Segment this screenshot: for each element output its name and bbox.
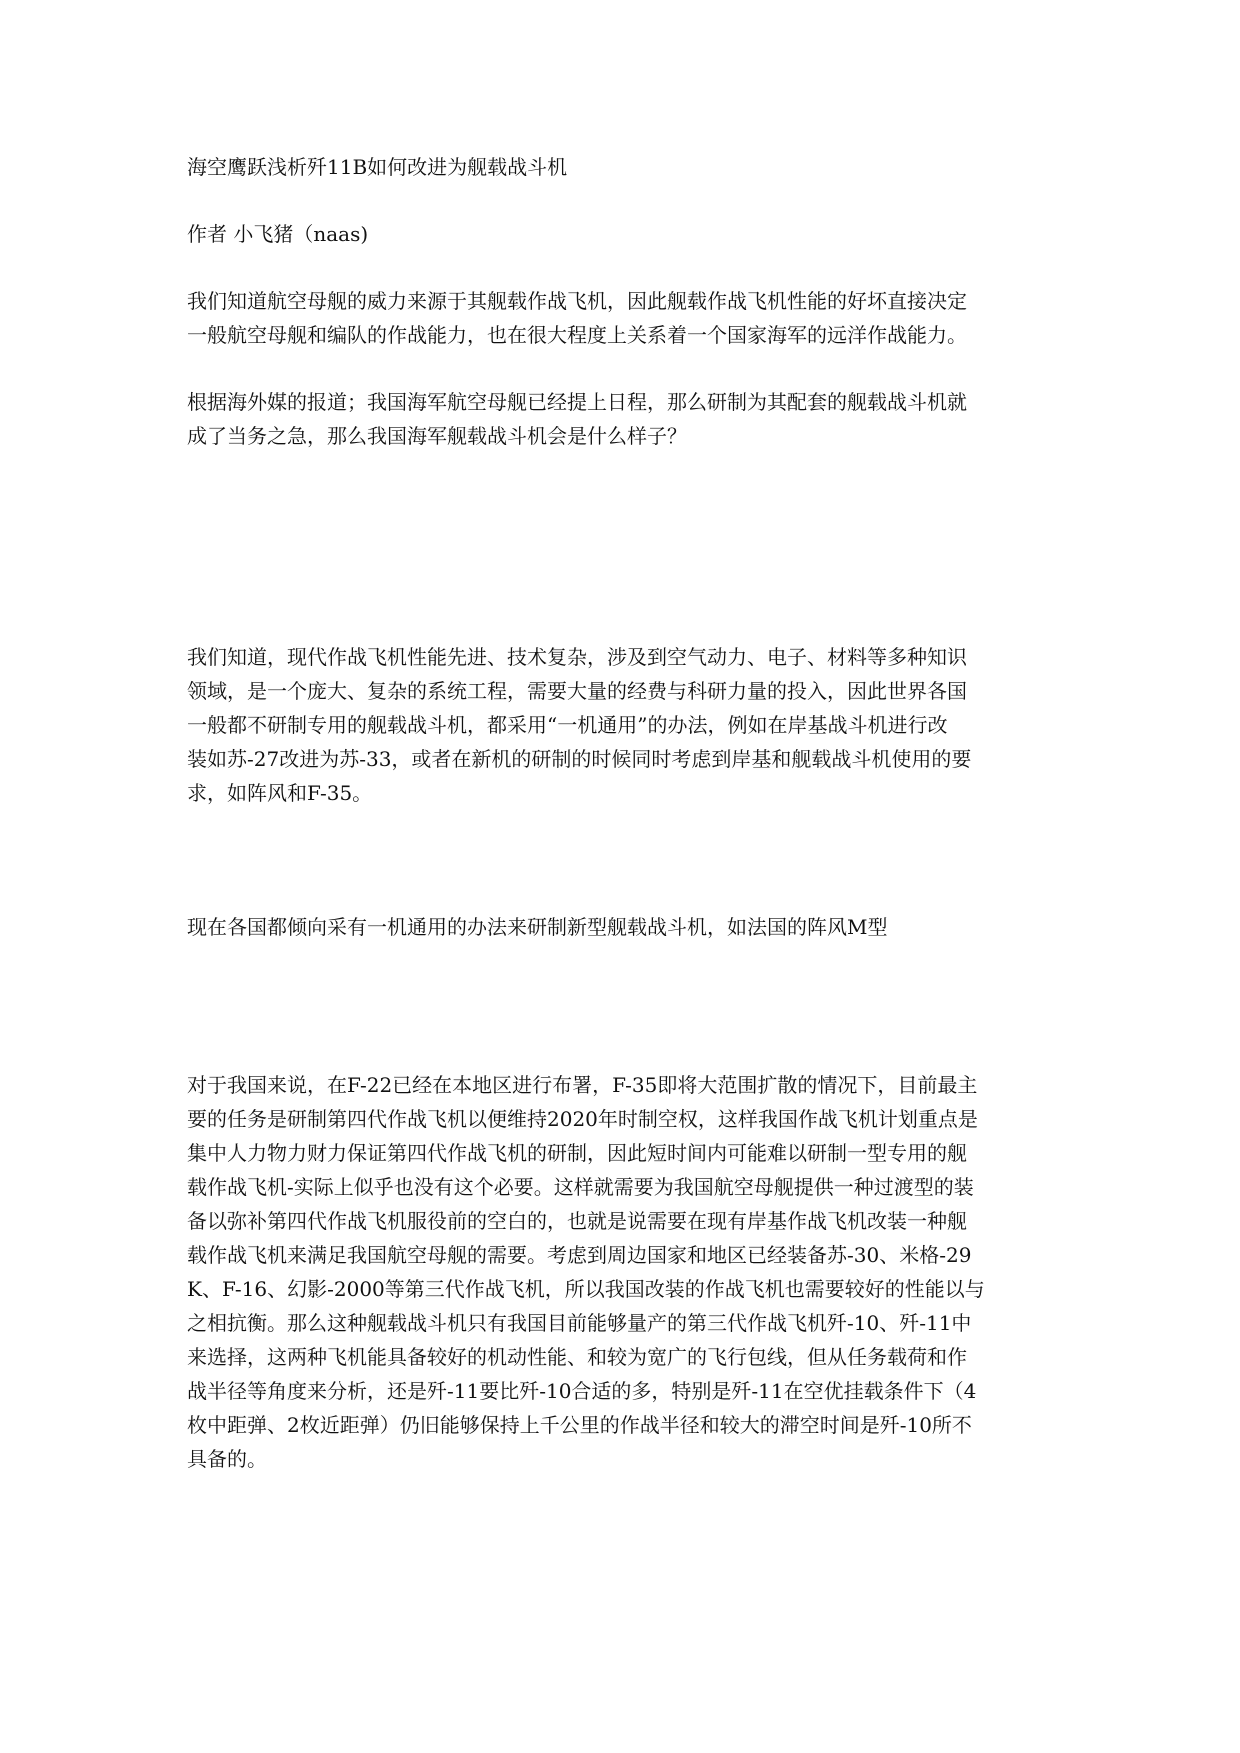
paragraph-development: 我们知道，现代作战飞机性能先进、技术复杂，涉及到空气动力、电子、材料等多种知识 领域，是一个庞大、复杂的系统工程，需要大量的经费与科研力量的投入，因此世界各国 一般都不研制专用的舰载战斗机，都采用“一机通用”的办法，例如在岸基战斗机进行改 装如苏-27改进为苏-33，或者在新机的研制的时候同时考虑到岸基和舰载战斗机使用的要 求，如阵风和F-35。 bbox=[187, 645, 972, 805]
paragraph-news: 根据海外媒的报道；我国海军航空母舰已经提上日程，那么研制为其配套的舰载战斗机就 成了当务之急，那么我国海军舰载战斗机会是什么样子？ bbox=[187, 390, 967, 448]
paragraph-trend: 现在各国都倾向采有一机通用的办法来研制新型舰载战斗机，如法国的阵风M型 bbox=[187, 915, 888, 939]
document-title: 海空鹰跃浅析歼11B如何改进为舰载战斗机 bbox=[187, 155, 568, 179]
paragraph-analysis: 对于我国来说，在F-22已经在本地区进行布署，F-35即将大范围扩散的情况下，目前最主 要的任务是研制第四代作战飞机以便维持2020年时制空权，这样我国作战飞机计划重点是 集中人力物力财力保证第四代作战飞机的研制，因此短时间内可能难以研制一型专用的舰 载作战飞机-实际上似乎也没有这个必要。这样就需要为我国航空母舰提供一种过渡型的装 备以弥补第四代作战飞机服役前的空白的，也就是说需要在现有岸基作战飞机改装一种舰 载作战飞机来满足我国航空母舰的需要。考虑到周边国家和地区已经装备苏-30、米格-29 K、F-16、幻影-2000等第三代作战飞机，所以我国改装的作战飞机也需要较好的性能以与 之相抗衡。那么这种舰载战斗机只有我国目前能够量产的第三代作战飞机歼-10、歼-11中 来选择，这两种飞机能具备较好的机动性能、和较为宽广的飞行包线，但从任务载荷和作 战半径等角度来分析，还是歼-11要比歼-10合适的多，特别是歼-11在空优挂载条件下（4 枚中距弹、2枚近距弹）仍旧能够保持上千公里的作战半径和较大的滞空时间是歼-10所不 具备的。 bbox=[187, 1073, 985, 1471]
paragraph-intro: 我们知道航空母舰的威力来源于其舰载作战飞机，因此舰载作战飞机性能的好坏直接决定 一般航空母舰和编队的作战能力，也在很大程度上关系着一个国家海军的远洋作战能力。 bbox=[187, 289, 967, 347]
author-line: 作者 小飞猪（naas) bbox=[187, 222, 369, 246]
